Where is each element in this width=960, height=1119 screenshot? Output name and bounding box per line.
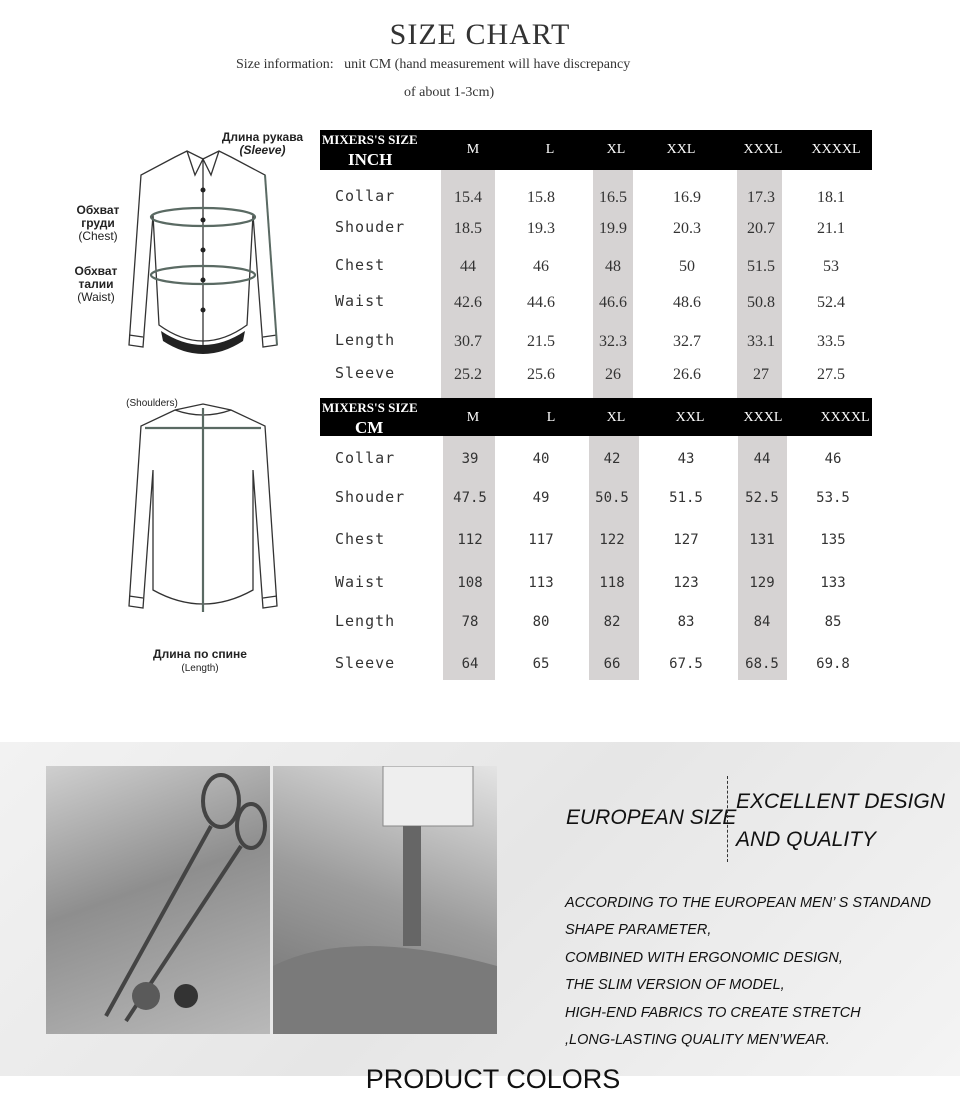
row-label-chest: Chest — [335, 530, 386, 548]
table-cell: 18.5 — [454, 220, 482, 237]
row-label-chest: Chest — [335, 256, 386, 274]
table-cell: 48.6 — [673, 294, 701, 311]
table-cell: 15.8 — [527, 189, 555, 206]
excellent-design-heading: EXCELLENT DESIGN — [736, 790, 945, 813]
table-cell: 135 — [820, 532, 846, 548]
description-line: ,LONG-LASTING QUALITY MEN’WEAR. — [565, 1032, 830, 1048]
size-col-xxl: XXL — [666, 142, 696, 157]
table-cell: 19.3 — [527, 220, 555, 237]
european-size-heading: EUROPEAN SIZE — [566, 806, 737, 829]
table-cell: 112 — [457, 532, 483, 548]
table-cell: 44.6 — [527, 294, 555, 311]
size-col-xxl: XXL — [675, 410, 705, 425]
table-cell: 84 — [753, 614, 771, 630]
shirt-front-diagram — [115, 145, 290, 370]
table-cell: 42 — [603, 451, 621, 467]
table-cell: 15.4 — [454, 189, 482, 206]
description-line: COMBINED WITH ERGONOMIC DESIGN, — [565, 950, 843, 966]
size-col-xxxl: XXXL — [743, 142, 783, 157]
table-cell: 27.5 — [817, 366, 845, 383]
table-cell: 67.5 — [669, 656, 703, 672]
header-brand: MIXERS'S SIZE — [322, 400, 418, 415]
table-cell: 21.5 — [527, 333, 555, 350]
table-cell: 80 — [532, 614, 550, 630]
shirt-back-diagram — [115, 400, 290, 650]
shoulders-label: (Shoulders) — [126, 398, 178, 409]
table-cell: 47.5 — [453, 490, 487, 506]
product-colors-heading: PRODUCT COLORS — [365, 1064, 621, 1094]
header-brand: MIXERS'S SIZE — [322, 132, 418, 147]
table-cell: 64 — [461, 656, 479, 672]
size-col-xl: XL — [606, 410, 626, 425]
table-cell: 27 — [753, 366, 769, 383]
table-cell: 53 — [823, 258, 839, 275]
header-unit: CM — [355, 418, 384, 437]
table-cell: 33.5 — [817, 333, 845, 350]
table-cell: 123 — [673, 575, 699, 591]
scissors-tailoring-photo — [46, 766, 270, 1034]
table-cell: 133 — [820, 575, 846, 591]
row-label-waist: Waist — [335, 292, 386, 310]
table-cell: 65 — [532, 656, 550, 672]
row-label-length: Length — [335, 612, 396, 630]
sewing-machine-photo — [273, 766, 497, 1034]
table-cell: 30.7 — [454, 333, 482, 350]
table-cell: 26.6 — [673, 366, 701, 383]
table-cell: 129 — [749, 575, 775, 591]
sleeve-label: Длина рукава (Sleeve) — [221, 130, 304, 157]
page-title: SIZE CHART — [389, 18, 571, 51]
and-quality-heading: AND QUALITY — [736, 828, 877, 851]
table-cell: 16.5 — [599, 189, 627, 206]
size-col-l: L — [545, 142, 555, 157]
description-line: ACCORDING TO THE EUROPEAN MEN’ S STANDAND — [565, 895, 932, 911]
table-cell: 108 — [457, 575, 483, 591]
size-col-l: L — [546, 410, 556, 425]
table-cell: 44 — [753, 451, 771, 467]
size-table-inch — [320, 130, 872, 398]
table-cell: 51.5 — [669, 490, 703, 506]
table-cell: 46 — [824, 451, 842, 467]
row-label-collar: Collar — [335, 187, 396, 205]
size-col-xxxxl: XXXXL — [820, 410, 870, 425]
table-cell: 118 — [599, 575, 625, 591]
table-cell: 40 — [532, 451, 550, 467]
chest-label: Обхват груди (Chest) — [76, 203, 120, 243]
table-cell: 50.5 — [595, 490, 629, 506]
table-cell: 48 — [605, 258, 621, 275]
size-col-m: M — [466, 142, 480, 157]
table-cell: 50 — [679, 258, 695, 275]
table-cell: 33.1 — [747, 333, 775, 350]
table-cell: 85 — [824, 614, 842, 630]
table-cell: 21.1 — [817, 220, 845, 237]
length-label: Длина по спине (Length) — [153, 647, 247, 674]
table-header — [320, 398, 872, 436]
table-cell: 26 — [605, 366, 621, 383]
table-cell: 17.3 — [747, 189, 775, 206]
table-cell: 66 — [603, 656, 621, 672]
table-cell: 82 — [603, 614, 621, 630]
size-col-xxxxl: XXXXL — [811, 142, 861, 157]
table-cell: 46.6 — [599, 294, 627, 311]
table-cell: 39 — [461, 451, 479, 467]
row-label-shouder: Shouder — [335, 218, 406, 236]
table-cell: 46 — [533, 258, 549, 275]
table-cell: 131 — [749, 532, 775, 548]
table-cell: 122 — [599, 532, 625, 548]
divider — [727, 776, 728, 862]
header-unit: INCH — [348, 150, 393, 169]
table-cell: 50.8 — [747, 294, 775, 311]
size-info-line2: of about 1-3cm) — [404, 85, 495, 100]
row-label-length: Length — [335, 331, 396, 349]
table-cell: 78 — [461, 614, 479, 630]
table-cell: 19.9 — [599, 220, 627, 237]
description-line: HIGH-END FABRICS TO CREATE STRETCH — [565, 1005, 861, 1021]
size-col-xxxl: XXXL — [743, 410, 783, 425]
table-cell: 32.7 — [673, 333, 701, 350]
table-cell: 49 — [532, 490, 550, 506]
table-cell: 32.3 — [599, 333, 627, 350]
row-label-shouder: Shouder — [335, 488, 406, 506]
table-cell: 42.6 — [454, 294, 482, 311]
row-label-sleeve: Sleeve — [335, 364, 396, 382]
row-label-sleeve: Sleeve — [335, 654, 396, 672]
table-cell: 117 — [528, 532, 554, 548]
table-cell: 20.3 — [673, 220, 701, 237]
table-cell: 51.5 — [747, 258, 775, 275]
table-cell: 18.1 — [817, 189, 845, 206]
table-cell: 68.5 — [745, 656, 779, 672]
table-cell: 53.5 — [816, 490, 850, 506]
table-cell: 69.8 — [816, 656, 850, 672]
row-label-waist: Waist — [335, 573, 386, 591]
description-line: THE SLIM VERSION OF MODEL, — [565, 977, 785, 993]
table-cell: 20.7 — [747, 220, 775, 237]
size-col-m: M — [466, 410, 480, 425]
description-line: SHAPE PARAMETER, — [565, 922, 712, 938]
table-cell: 127 — [673, 532, 699, 548]
table-cell: 83 — [677, 614, 695, 630]
table-cell: 52.5 — [745, 490, 779, 506]
table-header — [320, 130, 872, 170]
size-col-xl: XL — [606, 142, 626, 157]
table-cell: 25.6 — [527, 366, 555, 383]
waist-label: Обхват талии (Waist) — [74, 264, 118, 304]
table-cell: 52.4 — [817, 294, 845, 311]
table-cell: 43 — [677, 451, 695, 467]
table-cell: 25.2 — [454, 366, 482, 383]
table-cell: 113 — [528, 575, 554, 591]
table-cell: 16.9 — [673, 189, 701, 206]
size-info-line1: Size information: unit CM (hand measurement will have discrepancy — [236, 57, 631, 72]
row-label-collar: Collar — [335, 449, 396, 467]
table-cell: 44 — [460, 258, 476, 275]
size-table-cm — [320, 398, 872, 680]
